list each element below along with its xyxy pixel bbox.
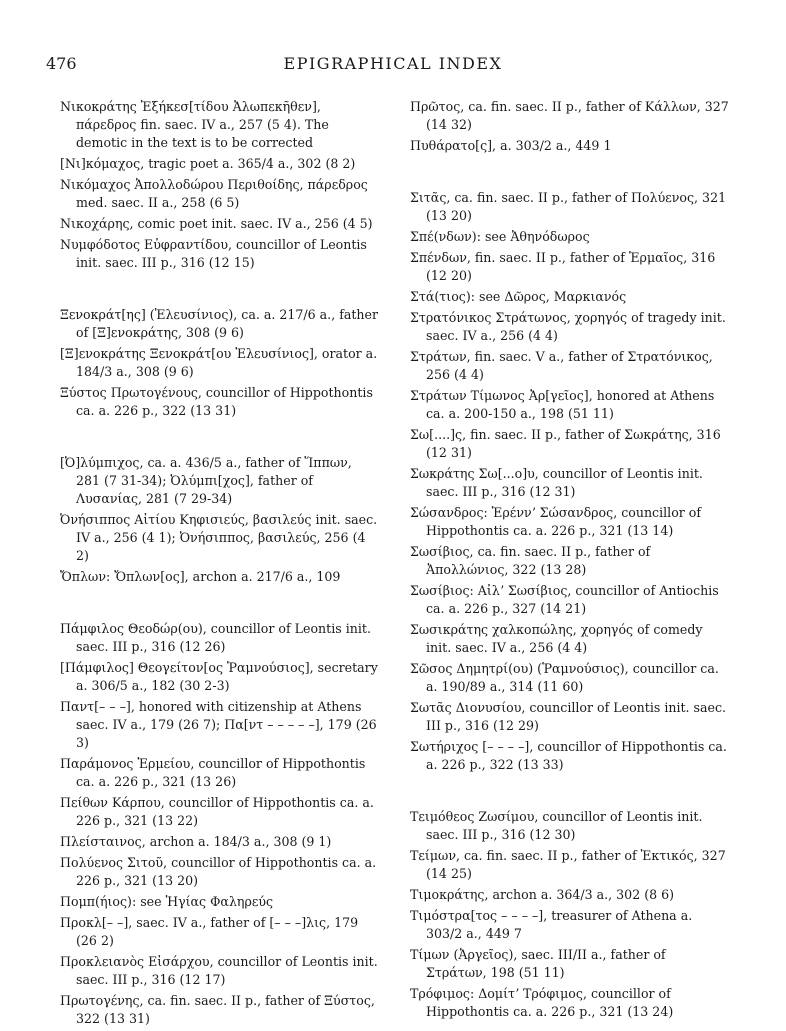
index-group-sigma [410, 189, 730, 774]
index-entry: Σω[....]ς, fin. saec. II p., father of Σωκράτης, 316 (12 31) [410, 427, 721, 460]
page-header [46, 54, 740, 78]
index-entry: [Νι]κόμαχος, tragic poet a. 365/4 a., 302 (8 2) [60, 156, 356, 171]
index-entry: Νυμφόδοτος Εὐφραντίδου, councillor of Leontis init. saec. III p., 316 (12 15) [60, 237, 367, 270]
index-entry: Τιμόστρα[τος – – – –], treasurer of Athena a. 303/2 a., 449 7 [410, 908, 693, 941]
index-entry: Σώσανδρος: Ἑρέννʼ Σώσανδρος, councillor of Hippothontis ca. a. 226 p., 321 (13 14) [410, 505, 702, 538]
index-entry: Τίμων (Ἀργεῖος), saec. III/II a., father of Στράτων, 198 (51 11) [410, 947, 666, 980]
index-entry: Παντ[– – –], honored with citizenship at Athens saec. IV a., 179 (26 7); Πα[ντ – – – – –], 179 (26 3) [60, 699, 377, 750]
index-entry: Ξύστος Πρωτογένους, councillor of Hippothontis ca. a. 226 p., 322 (13 31) [60, 385, 373, 418]
index-entry: Προκλ[– –], saec. IV a., father of [– – –]λις, 179 (26 2) [60, 915, 359, 948]
index-entry: Πομπ(ήιος): see Ἡγίας Φαληρεύς [60, 894, 274, 909]
index-entry: Τειμόθεος Ζωσίμου, councillor of Leontis init. saec. III p., 316 (12 30) [410, 809, 703, 842]
index-entry: Στά(τιος): see Δῶρος, Μαρκιανός [410, 289, 627, 304]
index-group-nu [60, 98, 378, 272]
index-group-omicron [60, 454, 378, 586]
right-column [410, 98, 730, 1024]
index-entry: Παράμονος Ἑρμείου, councillor of Hippothontis ca. a. 226 p., 321 (13 26) [60, 756, 366, 789]
index-entry: Νικόμαχος Ἀπολλοδώρου Περιθοίδης, πάρεδρος med. saec. II a., 258 (6 5) [60, 177, 368, 210]
index-entry: Σιτᾶς, ca. fin. saec. II p., father of Πολύενος, 321 (13 20) [410, 190, 727, 223]
index-entry: [Ὀ]λύμπιχος, ca. a. 436/5 a., father of Ἵππων, 281 (7 31-34); Ὀλύμπι[χος], father of Λυσανίας, 281 (7 29-34) [60, 455, 352, 506]
index-entry: Πλείσταινος, archon a. 184/3 a., 308 (9 1) [60, 834, 332, 849]
index-entry: Σωσίβιος, ca. fin. saec. II p., father of Ἀπολλώνιος, 322 (13 28) [410, 544, 651, 577]
index-group-tau [410, 808, 730, 1021]
index-entry: Πάμφιλος Θεοδώρ(ου), councillor of Leontis init. saec. III p., 316 (12 26) [60, 621, 371, 654]
left-column [60, 98, 378, 1031]
index-group-xi [60, 306, 378, 420]
index-entry: Τρόφιμος: Δομίτʼ Τρόφιμος, councillor of Hippothontis ca. a. 226 p., 321 (13 24) [410, 986, 674, 1019]
index-entry: Σωκράτης Σω[...ο]υ, councillor of Leontis init. saec. III p., 316 (12 31) [410, 466, 703, 499]
index-entry: Στρατόνικος Στράτωνος, χορηγός of tragedy init. saec. IV a., 256 (4 4) [410, 310, 726, 343]
index-entry: Σωτᾶς Διονυσίου, councillor of Leontis init. saec. III p., 316 (12 29) [410, 700, 727, 733]
index-entry: Σωσικράτης χαλκοπώλης, χορηγός of comedy init. saec. IV a., 256 (4 4) [410, 622, 703, 655]
index-entry: Σωσίβιος: Αἰλʼ Σωσίβιος, councillor of Antiochis ca. a. 226 p., 327 (14 21) [410, 583, 719, 616]
index-entry: Προκλειανὸς Εἰσάρχου, councillor of Leontis init. saec. III p., 316 (12 17) [60, 954, 378, 987]
index-entry: Πυθάρατο[ς], a. 303/2 a., 449 1 [410, 138, 612, 153]
index-entry: [Ξ]ενοκράτης Ξενοκράτ[ου Ἐλευσίνιος], orator a. 184/3 a., 308 (9 6) [60, 346, 378, 379]
index-group-pi [60, 620, 378, 1028]
index-entry: Σπέ(νδων): see Ἀθηνόδωρος [410, 229, 590, 244]
index-entry: Ὀνήσιππος Αἰτίου Κηφισιεύς, βασιλεύς init. saec. IV a., 256 (4 1); Ὀνήσιππος, βασιλεύς, 256 (4 2) [60, 512, 378, 563]
index-entry: Νικοκράτης Ἐξήκεσ[τίδου Ἀλωπεκῆθεν], πάρεδρος fin. saec. IV a., 257 (5 4). The demotic in the text is to be corrected [60, 99, 329, 150]
index-entry: Ξενοκράτ[ης] (Ἐλευσίνιος), ca. a. 217/6 a., father of [Ξ]ενοκράτης, 308 (9 6) [60, 307, 379, 340]
page-title: EPIGRAPHICAL INDEX [283, 54, 503, 73]
index-entry: Τείμων, ca. fin. saec. II p., father of Ἐκτικός, 327 (14 25) [410, 848, 726, 881]
index-entry: Σωτήριχος [– – – –], councillor of Hippothontis ca. a. 226 p., 322 (13 33) [410, 739, 727, 772]
page-number: 476 [46, 54, 77, 73]
index-entry: Ὄπλων: Ὄπλων[ος], archon a. 217/6 a., 109 [60, 569, 341, 584]
index-entry: Πρωτογένης, ca. fin. saec. II p., father of Ξύστος, 322 (13 31) [60, 993, 375, 1026]
index-entry: Πολύενος Σιτοῦ, councillor of Hippothontis ca. a. 226 p., 321 (13 20) [60, 855, 377, 888]
index-entry: Πρῶτος, ca. fin. saec. II p., father of Κάλλων, 327 (14 32) [410, 99, 729, 132]
index-entry: [Πάμφιλος] Θεογείτον[ος Ῥαμνούσιος], secretary a. 306/5 a., 182 (30 2-3) [60, 660, 378, 693]
index-entry: Νικοχάρης, comic poet init. saec. IV a., 256 (4 5) [60, 216, 373, 231]
index-group-pi-cont [410, 98, 730, 155]
index-entry: Τιμοκράτης, archon a. 364/3 a., 302 (8 6) [410, 887, 675, 902]
index-entry: Στράτων Τίμωνος Ἀρ[γεῖος], honored at Athens ca. a. 200-150 a., 198 (51 11) [410, 388, 715, 421]
index-entry: Σπένδων, fin. saec. II p., father of Ἑρμαῖος, 316 (12 20) [410, 250, 716, 283]
index-entry: Σῶσος Δημητρί(ου) (Ῥαμνούσιος), councillor ca. a. 190/89 a., 314 (11 60) [410, 661, 719, 694]
index-entry: Πείθων Κάρπου, councillor of Hippothontis ca. a. 226 p., 321 (13 22) [60, 795, 374, 828]
index-entry: Στράτων, fin. saec. V a., father of Στρατόνικος, 256 (4 4) [410, 349, 713, 382]
